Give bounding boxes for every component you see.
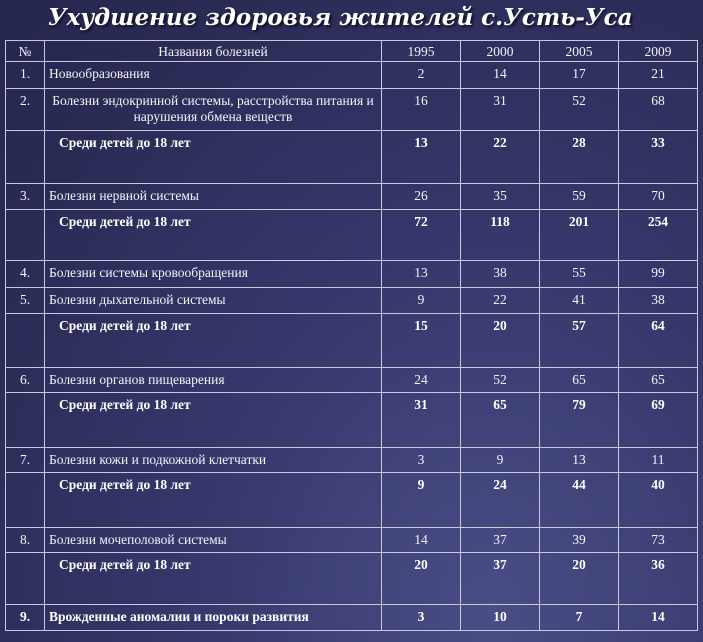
value-2009: 36 (619, 553, 698, 605)
value-2005: 41 (540, 288, 619, 314)
value-2009: 68 (619, 89, 698, 131)
table-row (6, 184, 698, 210)
value-2000: 22 (461, 131, 540, 184)
disease-table (5, 40, 698, 631)
value-2005: 28 (540, 131, 619, 184)
value-1995: 3 (382, 605, 461, 631)
row-number: 7. (6, 448, 45, 473)
table-row (6, 89, 698, 131)
row-number: 9. (6, 605, 45, 631)
disease-name: Болезни нервной системы (45, 184, 382, 210)
table-row (6, 528, 698, 553)
value-1995: 9 (382, 288, 461, 314)
value-2005: 20 (540, 553, 619, 605)
disease-name: Среди детей до 18 лет (45, 553, 382, 605)
value-1995: 2 (382, 62, 461, 89)
table-header-row (6, 41, 698, 62)
value-1995: 24 (382, 368, 461, 393)
value-2000: 24 (461, 473, 540, 528)
value-2009: 69 (619, 393, 698, 448)
disease-name: Новообразования (45, 62, 382, 89)
value-2005: 59 (540, 184, 619, 210)
row-number (6, 210, 45, 261)
row-number (6, 553, 45, 605)
header-number: № (6, 41, 45, 62)
row-number (6, 314, 45, 368)
row-number (6, 131, 45, 184)
table-row (6, 261, 698, 288)
value-2005: 52 (540, 89, 619, 131)
disease-name: Среди детей до 18 лет (45, 210, 382, 261)
value-2005: 7 (540, 605, 619, 631)
disease-name: Болезни эндокринной системы, расстройства питания и нарушения обмена веществ (45, 89, 382, 131)
value-2000: 37 (461, 528, 540, 553)
table-row (6, 605, 698, 631)
row-number: 4. (6, 261, 45, 288)
table-row (6, 368, 698, 393)
value-2009: 33 (619, 131, 698, 184)
table-row-children (6, 393, 698, 448)
table-row-children (6, 314, 698, 368)
value-2000: 65 (461, 393, 540, 448)
value-2000: 31 (461, 89, 540, 131)
value-2005: 55 (540, 261, 619, 288)
value-1995: 14 (382, 528, 461, 553)
row-number: 5. (6, 288, 45, 314)
disease-name: Болезни мочеполовой системы (45, 528, 382, 553)
value-2005: 17 (540, 62, 619, 89)
header-year-1995: 1995 (382, 41, 461, 62)
page-title: Ухудшение здоровья жителей с.Усть-Уса (48, 4, 633, 31)
value-2009: 99 (619, 261, 698, 288)
value-1995: 31 (382, 393, 461, 448)
disease-name: Болезни дыхательной системы (45, 288, 382, 314)
row-number: 6. (6, 368, 45, 393)
row-number: 8. (6, 528, 45, 553)
row-number: 2. (6, 89, 45, 131)
value-2000: 52 (461, 368, 540, 393)
value-2005: 79 (540, 393, 619, 448)
header-year-2009: 2009 (619, 41, 698, 62)
row-number: 3. (6, 184, 45, 210)
value-1995: 15 (382, 314, 461, 368)
value-2000: 37 (461, 553, 540, 605)
value-1995: 3 (382, 448, 461, 473)
value-2000: 118 (461, 210, 540, 261)
table-row-children (6, 553, 698, 605)
row-number (6, 473, 45, 528)
table-row (6, 448, 698, 473)
value-2000: 14 (461, 62, 540, 89)
disease-name: Болезни кожи и подкожной клетчатки (45, 448, 382, 473)
value-2005: 57 (540, 314, 619, 368)
header-year-2000: 2000 (461, 41, 540, 62)
value-2005: 44 (540, 473, 619, 528)
value-2009: 14 (619, 605, 698, 631)
value-1995: 20 (382, 553, 461, 605)
row-number (6, 393, 45, 448)
disease-name: Врожденные аномалии и пороки развития (45, 605, 382, 631)
disease-name: Среди детей до 18 лет (45, 314, 382, 368)
value-1995: 9 (382, 473, 461, 528)
table-row (6, 62, 698, 89)
row-number: 1. (6, 62, 45, 89)
table-row-children (6, 210, 698, 261)
value-2000: 35 (461, 184, 540, 210)
value-1995: 72 (382, 210, 461, 261)
value-1995: 16 (382, 89, 461, 131)
value-2000: 22 (461, 288, 540, 314)
value-1995: 13 (382, 131, 461, 184)
value-2009: 254 (619, 210, 698, 261)
value-2000: 38 (461, 261, 540, 288)
value-2009: 64 (619, 314, 698, 368)
value-1995: 13 (382, 261, 461, 288)
value-2009: 38 (619, 288, 698, 314)
value-2009: 65 (619, 368, 698, 393)
value-2000: 20 (461, 314, 540, 368)
disease-name: Среди детей до 18 лет (45, 393, 382, 448)
header-disease-name: Названия болезней (45, 41, 382, 62)
disease-name: Среди детей до 18 лет (45, 473, 382, 528)
value-2009: 73 (619, 528, 698, 553)
header-year-2005: 2005 (540, 41, 619, 62)
disease-name: Болезни системы кровообращения (45, 261, 382, 288)
value-2005: 201 (540, 210, 619, 261)
table-row-children (6, 131, 698, 184)
value-2009: 40 (619, 473, 698, 528)
value-1995: 26 (382, 184, 461, 210)
disease-name: Среди детей до 18 лет (45, 131, 382, 184)
disease-name: Болезни органов пищеварения (45, 368, 382, 393)
value-2005: 13 (540, 448, 619, 473)
value-2009: 11 (619, 448, 698, 473)
table-row (6, 288, 698, 314)
value-2000: 10 (461, 605, 540, 631)
value-2000: 9 (461, 448, 540, 473)
value-2005: 65 (540, 368, 619, 393)
table-row-children (6, 473, 698, 528)
value-2009: 70 (619, 184, 698, 210)
value-2009: 21 (619, 62, 698, 89)
value-2005: 39 (540, 528, 619, 553)
